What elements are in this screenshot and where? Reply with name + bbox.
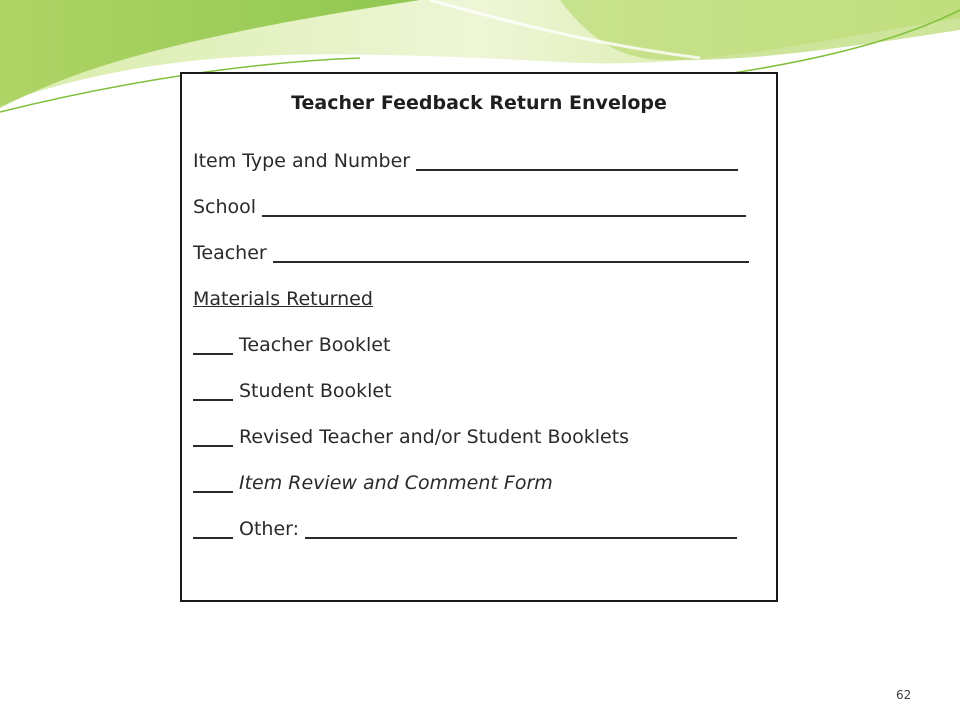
- revised-booklets-blank[interactable]: [193, 444, 233, 447]
- other-label: Other:: [239, 518, 300, 540]
- school-blank[interactable]: [262, 214, 746, 217]
- review-form-blank[interactable]: [193, 490, 233, 493]
- review-form-row: [193, 472, 553, 494]
- item-type-row: [193, 150, 738, 172]
- teacher-blank[interactable]: [273, 260, 749, 263]
- teacher-booklet-blank[interactable]: [193, 352, 233, 355]
- other-row: [193, 518, 737, 540]
- other-check-blank[interactable]: [193, 536, 233, 539]
- school-label: School: [193, 196, 257, 218]
- revised-booklets-label: Revised Teacher and/or Student Booklets: [239, 426, 630, 448]
- teacher-booklet-label: Teacher Booklet: [239, 334, 391, 356]
- page-number: 62: [896, 688, 912, 702]
- teacher-row: [193, 242, 749, 264]
- item-type-blank[interactable]: [416, 168, 738, 171]
- other-blank[interactable]: [305, 536, 737, 539]
- materials-heading: Materials Returned: [193, 288, 373, 310]
- student-booklet-blank[interactable]: [193, 398, 233, 401]
- student-booklet-row: [193, 380, 392, 402]
- teacher-label: Teacher: [193, 242, 267, 264]
- teacher-booklet-row: [193, 334, 390, 356]
- review-form-label: Item Review and Comment Form: [239, 472, 553, 494]
- item-type-label: Item Type and Number: [193, 150, 411, 172]
- form-title: Teacher Feedback Return Envelope: [291, 92, 667, 114]
- revised-booklets-row: [193, 426, 629, 448]
- wave-band-right: [560, 0, 960, 60]
- feedback-envelope-form: [180, 72, 778, 602]
- student-booklet-label: Student Booklet: [239, 380, 392, 402]
- school-row: [193, 196, 746, 218]
